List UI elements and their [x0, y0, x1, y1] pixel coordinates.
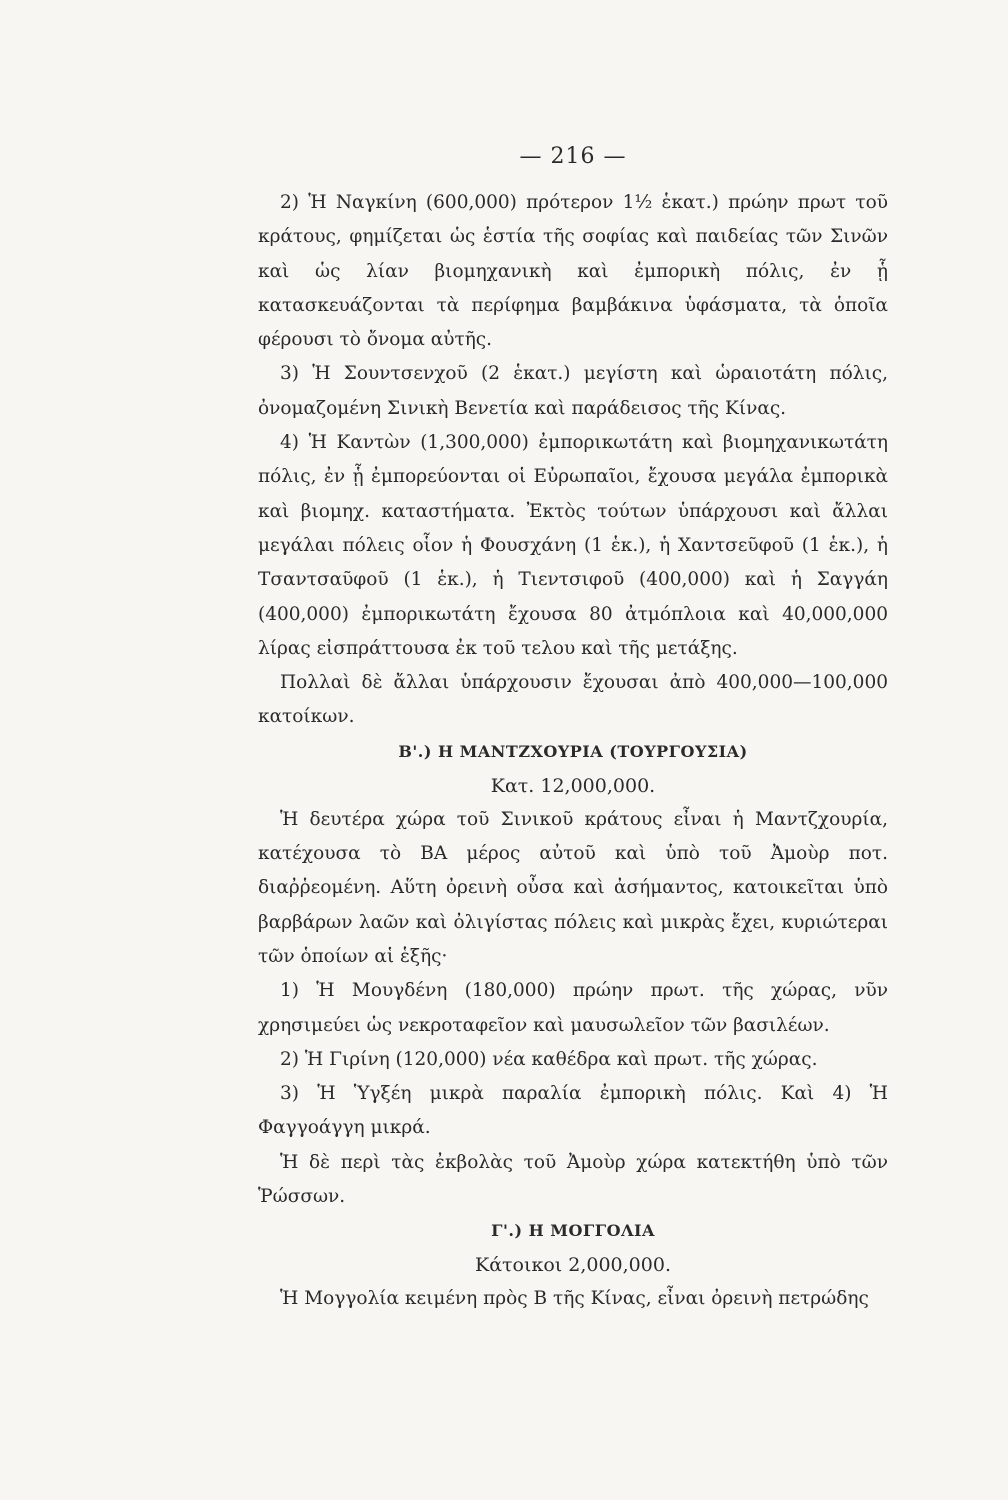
paragraph-ygxei: 3) Ἡ Ὑγξέη μικρὰ παραλία ἐμπορικὴ πόλις. Καὶ 4) Ἡ Φαγγοάγγη μικρά.	[258, 1083, 888, 1139]
section-heading-mongolia: Γ'.) Η ΜΟΓΓΟΛΙΑ	[491, 1221, 655, 1241]
page-text-column	[258, 140, 888, 1317]
section-subheading-manchuria-population: Κατ. 12,000,000.	[490, 774, 656, 797]
paragraph-nagkini: 2) Ἡ Ναγκίνη (600,000) πρότερον 1½ ἑκατ.) πρώην πρωτ τοῦ κράτους, φημίζεται ὡς ἑστία τῆς σοφίας καὶ παιδείας τῶν Σινῶν καὶ ὡς λίαν βιομηχανικὴ καὶ ἐμπορικὴ πόλις, ἐν ᾗ κατασκευάζονται τὰ περίφημα βαμβάκινα ὑφάσματα, τὰ ὁποῖα φέρουσι τὸ ὄνομα αὐτῆς.	[258, 192, 888, 351]
page-number: — 216 —	[519, 144, 627, 169]
paragraph-other-cities: Πολλαὶ δὲ ἄλλαι ὑπάρχουσιν ἔχουσαι ἀπὸ 400,000—100,000 κατοίκων.	[258, 672, 888, 728]
paragraph-manchuria-intro: Ἡ δευτέρα χώρα τοῦ Σινικοῦ κράτους εἶναι ἡ Μαντζχουρία, κατέχουσα τὸ ΒΑ μέρος αὐτοῦ καὶ ὑπὸ τοῦ Ἀμοὺρ ποτ. διαῤῥεομένη. Αὕτη ὀρεινὴ οὖσα καὶ ἀσήμαντος, κατοικεῖται ὑπὸ βαρβάρων λαῶν καὶ ὀλιγίστας πόλεις καὶ μικρὰς ἔχει, κυριώτεραι τῶν ὁποίων αἱ ἑξῆς·	[258, 808, 888, 967]
section-subheading-mongolia-population: Κάτοικοι 2,000,000.	[475, 1254, 671, 1277]
paragraph-amour-region: Ἡ δὲ περὶ τὰς ἐκβολὰς τοῦ Ἀμοὺρ χώρα κατεκτήθη ὑπὸ τῶν Ῥώσσων.	[258, 1151, 888, 1208]
paragraph-mougdeni: 1) Ἡ Μουγδένη (180,000) πρώην πρωτ. τῆς χώρας, νῦν χρησιμεύει ὡς νεκροταφεῖον καὶ μαυσωλεῖον τῶν βασιλέων.	[258, 980, 888, 1036]
paragraph-sountsenchou: 3) Ἡ Σουντσενχοῦ (2 ἑκατ.) μεγίστη καὶ ὡραιοτάτη πόλις, ὀνομαζομένη Σινικὴ Βενετία καὶ παράδεισος τῆς Κίνας.	[258, 363, 888, 419]
paragraph-kanton: 4) Ἡ Καντὼν (1,300,000) ἐμπορικωτάτη καὶ βιομηχανικωτάτη πόλις, ἐν ᾗ ἐμπορεύονται οἱ Εὐρωπαῖοι, ἔχουσα μεγάλα ἐμπορικὰ καὶ βιομηχ. καταστήματα. Ἐκτὸς τούτων ὑπάρχουσι καὶ ἄλλαι μεγάλαι πόλεις οἷον ἡ Φουσχάνη (1 ἑκ.), ἡ Χαντσεῦφοῦ (1 ἑκ.), ἡ Τσαντσαῦφοῦ (1 ἑκ.), ἡ Τιεντσιφοῦ (400,000) καὶ ἡ Σαγγάη (400,000) ἐμπορικωτάτη ἔχουσα 80 ἀτμόπλοια καὶ 40,000,000 λίρας εἰσπράττουσα ἐκ τοῦ τελου καὶ τῆς μετάξης.	[258, 432, 888, 659]
paragraph-mongolia-intro: Ἡ Μογγολία κειμένη πρὸς Β τῆς Κίνας, εἶναι ὀρεινὴ πετρώδης	[280, 1288, 869, 1310]
section-heading-manchuria: Β'.) Η ΜΑΝΤΖΧΟΥΡΙΑ (ΤΟΥΡΓΟΥΣΙΑ)	[398, 741, 748, 761]
paragraph-girini: 2) Ἡ Γιρίνη (120,000) νέα καθέδρα καὶ πρωτ. τῆς χώρας.	[280, 1048, 818, 1070]
